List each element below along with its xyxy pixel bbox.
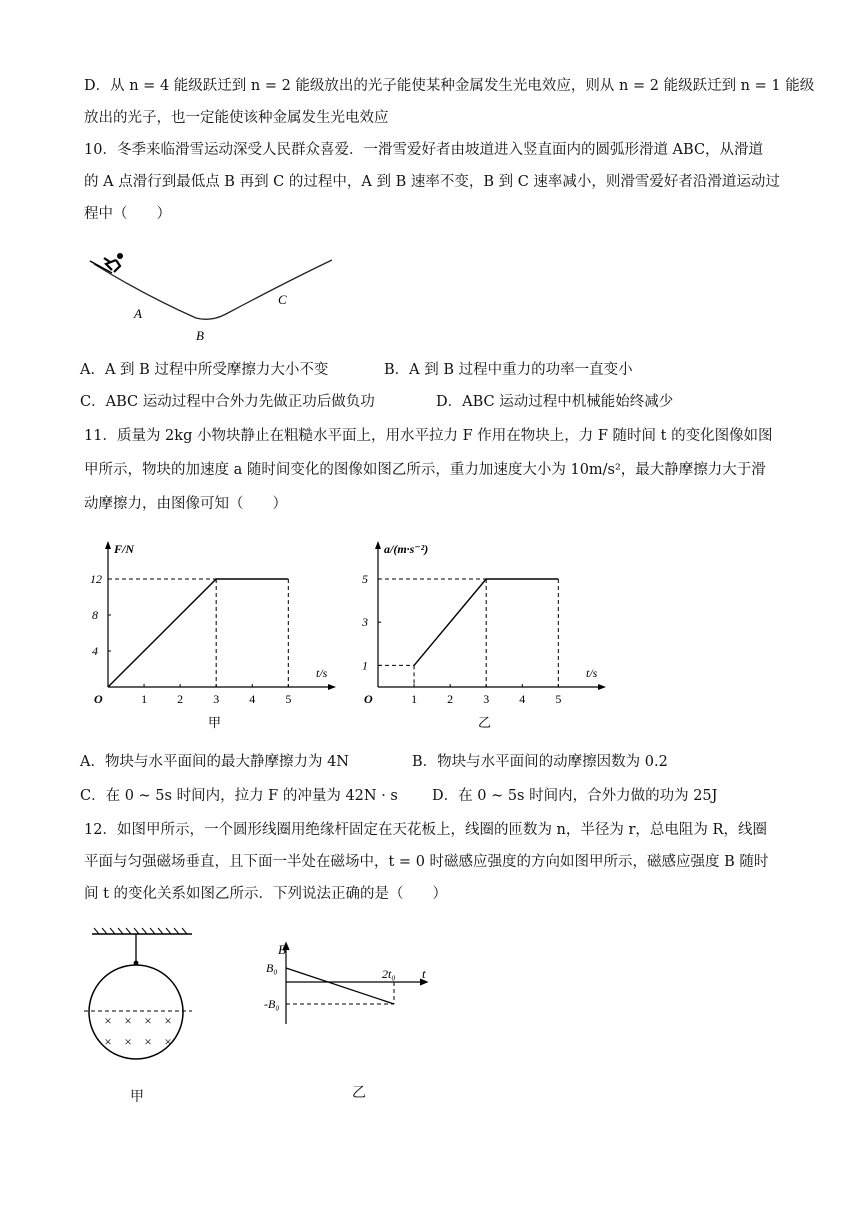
y-tick-label: 8 <box>92 608 98 622</box>
q10-stem-line2: 的 A 点滑行到最低点 B 再到 C 的过程中，A 到 B 速率不变，B 到 C 速率减小，则滑雪爱好者沿滑道运动过 <box>84 174 780 190</box>
x-tick-label: 1 <box>411 692 418 706</box>
skier-icon <box>90 253 123 273</box>
q11-stem-line1: 11．质量为 2kg 小物块静止在粗糙水平面上，用水平拉力 F 作用在物块上，力 F 随时间 t 的变化图像如图 <box>84 428 773 444</box>
fig-jia-caption: 甲 <box>130 1089 144 1105</box>
field-mark: × <box>144 1013 152 1028</box>
label-b: B <box>196 328 204 343</box>
field-mark: × <box>104 1013 112 1028</box>
field-mark: × <box>104 1034 112 1049</box>
chart-caption: 甲 <box>208 715 222 730</box>
origin-label: O <box>364 692 373 706</box>
origin-label: O <box>94 692 103 706</box>
graph-y-top: B₀ <box>266 961 278 975</box>
y-axis-label: F/N <box>114 542 135 556</box>
y-tick-label: 4 <box>92 644 98 658</box>
label-c: C <box>278 292 287 307</box>
q10-option-c: C．ABC 运动过程中合外力先做正功后做负功 <box>80 394 375 410</box>
y-tick-label: 3 <box>362 615 368 630</box>
b-line <box>286 968 394 1004</box>
y-tick-label: 5 <box>362 572 368 586</box>
q10-option-a: A．A 到 B 过程中所受摩擦力大小不变 <box>80 362 329 378</box>
q10-option-b: B．A 到 B 过程中重力的功率一直变小 <box>384 362 633 378</box>
field-mark: × <box>144 1034 152 1049</box>
q11-option-c: C．在 0 ~ 5s 时间内，拉力 F 的冲量为 42N · s <box>80 788 398 804</box>
y-tick-label: 12 <box>90 572 102 586</box>
y-axis-label: a/(m·s⁻²) <box>384 542 429 556</box>
q9-option-d-line1: D．从 n = 4 能级跃迁到 n = 2 能级放出的光子能使某种金属发生光电效应，则从 n = 2 能级跃迁到 n = 1 能级 <box>84 78 815 94</box>
ceiling <box>92 928 192 934</box>
x-axis-arrow <box>598 684 606 690</box>
q12-stem-line2: 平面与匀强磁场垂直，且下面一半处在磁场中，t = 0 时磁感应强度的方向如图甲所示，磁感应强度 B 随时 <box>84 854 769 870</box>
ski-track-figure <box>86 248 346 348</box>
series-line <box>108 579 288 687</box>
q12-stem-line3: 间 t 的变化关系如图乙所示．下列说法正确的是（ ） <box>84 886 448 902</box>
graph-ylabel: B <box>278 942 286 957</box>
x-tick-label: 5 <box>555 692 562 706</box>
graph-x-tick: 2t₀ <box>382 967 396 981</box>
q9-option-d-line2: 放出的光子，也一定能使该种金属发生光电效应 <box>84 110 389 126</box>
x-tick-label: 3 <box>213 692 220 706</box>
q10-stem-line1: 10．冬季来临滑雪运动深受人民群众喜爱．一滑雪爱好者由坡道进入竖直面内的圆弧形滑道 ABC，从滑道 <box>84 142 764 158</box>
x-axis-label: t/s <box>586 666 598 680</box>
q11-stem-line2: 甲所示，物块的加速度 a 随时间变化的图像如图乙所示，重力加速度大小为 10m/s²，最大静摩擦力大于滑 <box>84 462 766 478</box>
q11-option-d: D．在 0 ~ 5s 时间内，合外力做的功为 25J <box>432 788 718 804</box>
graph-xlabel: t <box>422 966 426 981</box>
label-a: A <box>134 306 142 321</box>
x-axis-arrow <box>328 684 336 690</box>
x-tick-label: 1 <box>141 692 148 706</box>
x-tick-label: 5 <box>285 692 292 706</box>
coil-figure <box>80 922 210 1082</box>
x-tick-label: 2 <box>177 692 184 706</box>
field-mark: × <box>124 1034 132 1049</box>
chart-caption: 乙 <box>478 715 492 730</box>
q10-stem-line3: 程中（ ） <box>84 206 171 222</box>
field-mark: × <box>124 1013 132 1028</box>
q12-stem-line1: 12．如图甲所示，一个圆形线圈用绝缘杆固定在天花板上，线圈的匝数为 n，半径为 r，总电阻为 R，线圈 <box>84 822 767 838</box>
b-t-graph <box>264 938 444 1028</box>
x-axis-label: t/s <box>316 666 328 680</box>
magnetic-field-marks <box>104 1013 171 1049</box>
y-tick-label: 1 <box>362 658 368 673</box>
q11-stem-line3: 动摩擦力，由图像可知（ ） <box>84 496 287 512</box>
force-time-chart <box>82 535 342 735</box>
fig-yi-caption: 乙 <box>352 1085 366 1101</box>
field-mark: × <box>164 1034 172 1049</box>
q10-option-d: D．ABC 运动过程中机械能始终减少 <box>436 394 674 410</box>
field-mark: × <box>164 1013 172 1028</box>
x-tick-label: 2 <box>447 692 454 706</box>
y-axis-arrow <box>105 541 111 549</box>
x-tick-label: 3 <box>483 692 490 706</box>
y-axis-arrow <box>375 541 381 549</box>
q11-option-b: B．物块与水平面间的动摩擦因数为 0.2 <box>412 754 668 770</box>
x-tick-label: 4 <box>249 692 256 706</box>
acceleration-time-chart <box>352 535 612 735</box>
x-tick-label: 4 <box>519 692 526 706</box>
ski-track-curve <box>94 260 332 319</box>
q11-option-a: A．物块与水平面间的最大静摩擦力为 4N <box>80 754 349 770</box>
graph-y-bottom: -B₀ <box>264 997 280 1011</box>
